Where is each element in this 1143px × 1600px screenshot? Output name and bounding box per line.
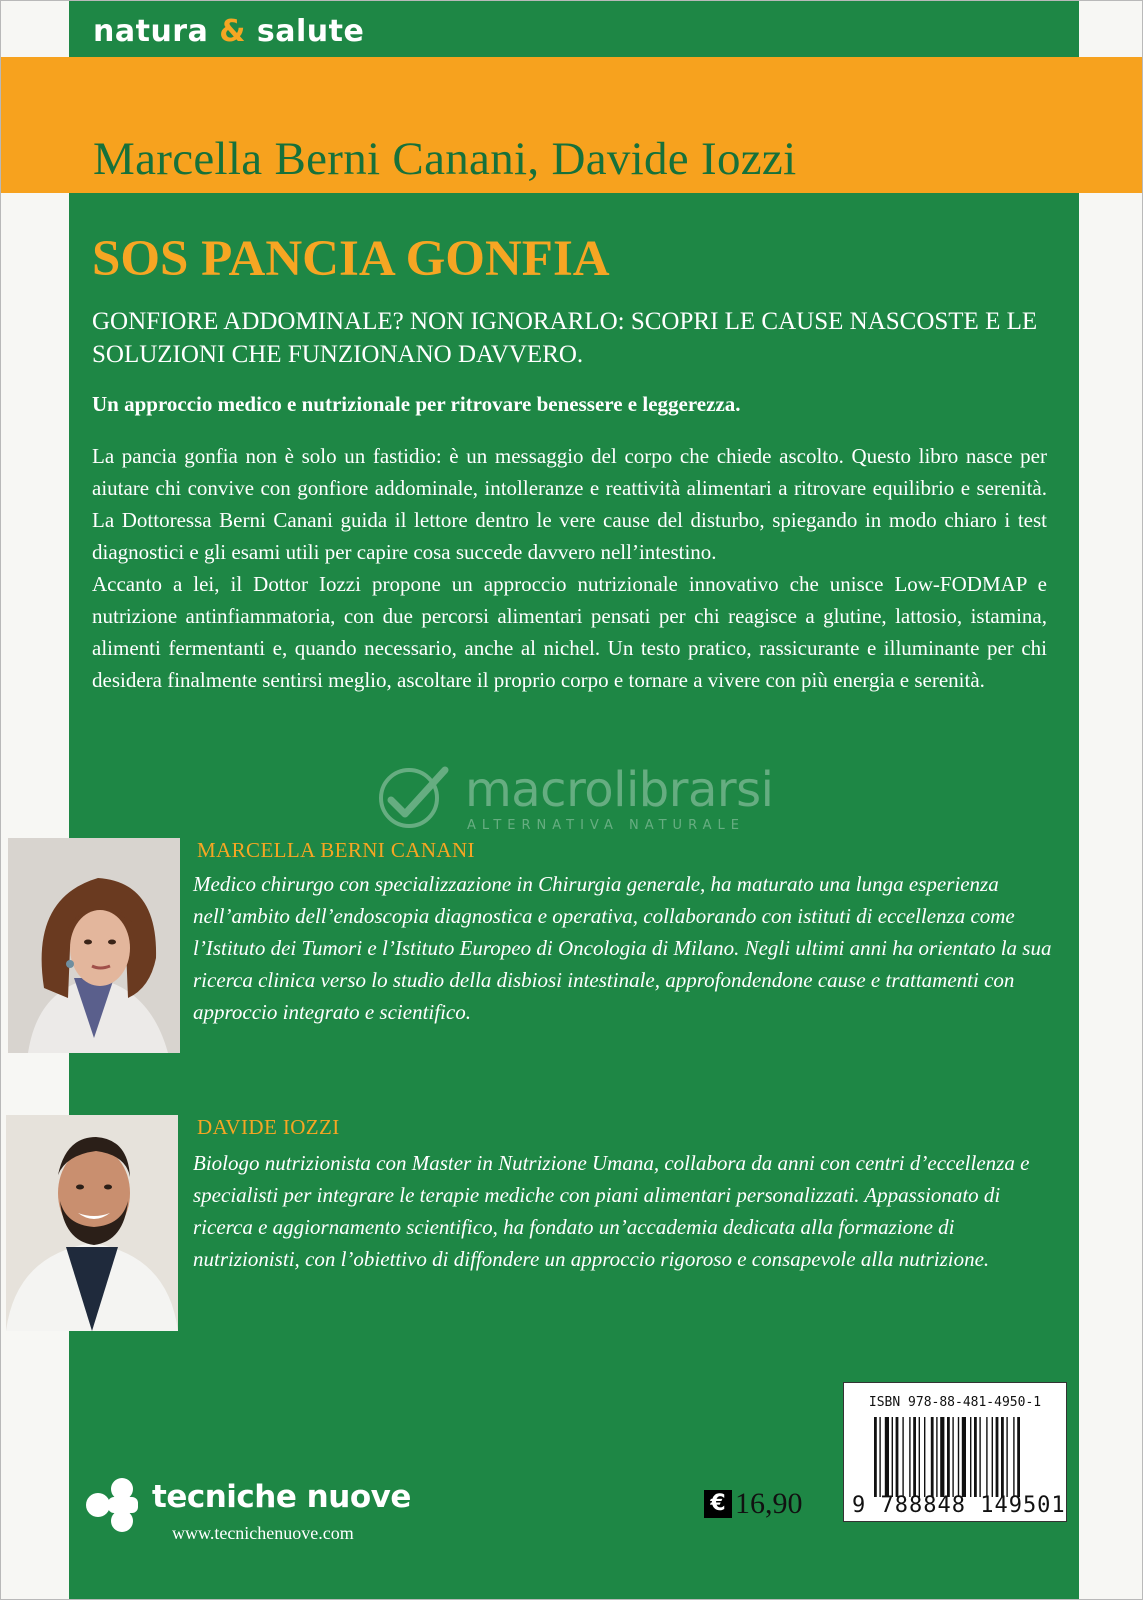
watermark-name: macrolibrarsi [465,762,774,818]
author-photo-davide [6,1115,178,1331]
watermark-tagline: ALTERNATIVA NATURALE [467,818,745,833]
portrait-woman-image [8,838,180,1053]
book-tagline: Un approccio medico e nutrizionale per ritrovare benessere e leggerezza. [92,392,741,416]
blurb [92,440,1047,696]
author-1-name: MARCELLA BERNI CANANI [197,838,475,862]
publisher-block [84,1475,424,1555]
leaf-check-icon [375,762,455,832]
macrolibrarsi-watermark [375,762,795,834]
barcode [843,1382,1067,1522]
euro-icon: € [704,1490,732,1518]
portrait-man-image [6,1115,178,1331]
blurb-paragraph-1: La pancia gonfia non è solo un fastidio: è un messaggio del corpo che chiede ascolto. Questo libro nasce per aiutare chi convive con gonfiore addominale, intolleranze e reattività alimentari a ritrovare equilibrio e serenità. La Dottoressa Berni Canani guida il lettore dentro le vere cause del disturbo, spiegando in modo chiaro i test diagnostici e gli esami utili per capire cosa succede davvero nell’intestino. [92,444,1047,564]
series-label [93,14,364,49]
authors-line: Marcella Berni Canani, Davide Iozzi [93,133,797,185]
series-suffix: salute [256,14,365,49]
series-prefix: natura [93,14,209,49]
series-ampersand: & [219,14,246,49]
publisher-url: www.tecnichenuove.com [172,1523,354,1543]
author-1-bio: Medico chirurgo con specializzazione in Chirurgia generale, ha maturato una lunga esperienza nell’ambito dell’endoscopia diagnostica e operativa, collaborando con istituti di eccellenza come l’Istituto dei Tumori e l’Istituto Europeo di Oncologia di Milano. Negli ultimi anni ha orientato la sua ricerca clinica verso lo studio della disbiosi intestinale, approfondendone cause e trattamenti con approccio integrato e scientifico. [193,872,1052,1024]
blurb-paragraph-2: Accanto a lei, il Dottor Iozzi propone un approccio nutrizionale innovativo che unisce Low-FODMAP e nutrizione antinfiammatoria, con due percorsi alimentari pensati per chi reagisce a glutine, lattosio, istamina, alimenti fermentanti e, quando necessario, anche al nichel. Un testo pratico, rassicurante e illuminante per chi desidera finalmente sentirsi meglio, ascoltare il proprio corpo e tornare a vivere con più energia e serenità. [92,572,1047,692]
author-2-name: DAVIDE IOZZI [197,1115,340,1139]
book-title: SOS PANCIA GONFIA [92,231,610,287]
barcode-bars [874,1417,1054,1497]
publisher-logo-icon [84,1475,146,1535]
author-2-bio: Biologo nutrizionista con Master in Nutrizione Umana, collabora da anni con centri d’eccellenza e specialisti per integrare le terapie mediche con piani alimentari personalizzati. Appassionato di ricerca e aggiornamento scientifico, ha fondato un’accademia dedicata alla formazione di nutrizionisti, con l’obiettivo di diffondere un approccio rigoroso e consapevole alla nutrizione. [193,1151,1030,1271]
ean-digits: 9 788848 149501 [852,1493,1066,1518]
publisher-name: tecniche nuove [152,1479,411,1515]
price-value: 16,90 [735,1487,803,1520]
book-subtitle: GONFIORE ADDOMINALE? NON IGNORARLO: SCOPRI LE CAUSE NASCOSTE E LE SOLUZIONI CHE FUNZIONANO DAVVERO. [92,308,1038,368]
isbn-label: ISBN 978-88-481-4950-1 [868,1395,1042,1410]
author-photo-marcella [8,838,180,1053]
